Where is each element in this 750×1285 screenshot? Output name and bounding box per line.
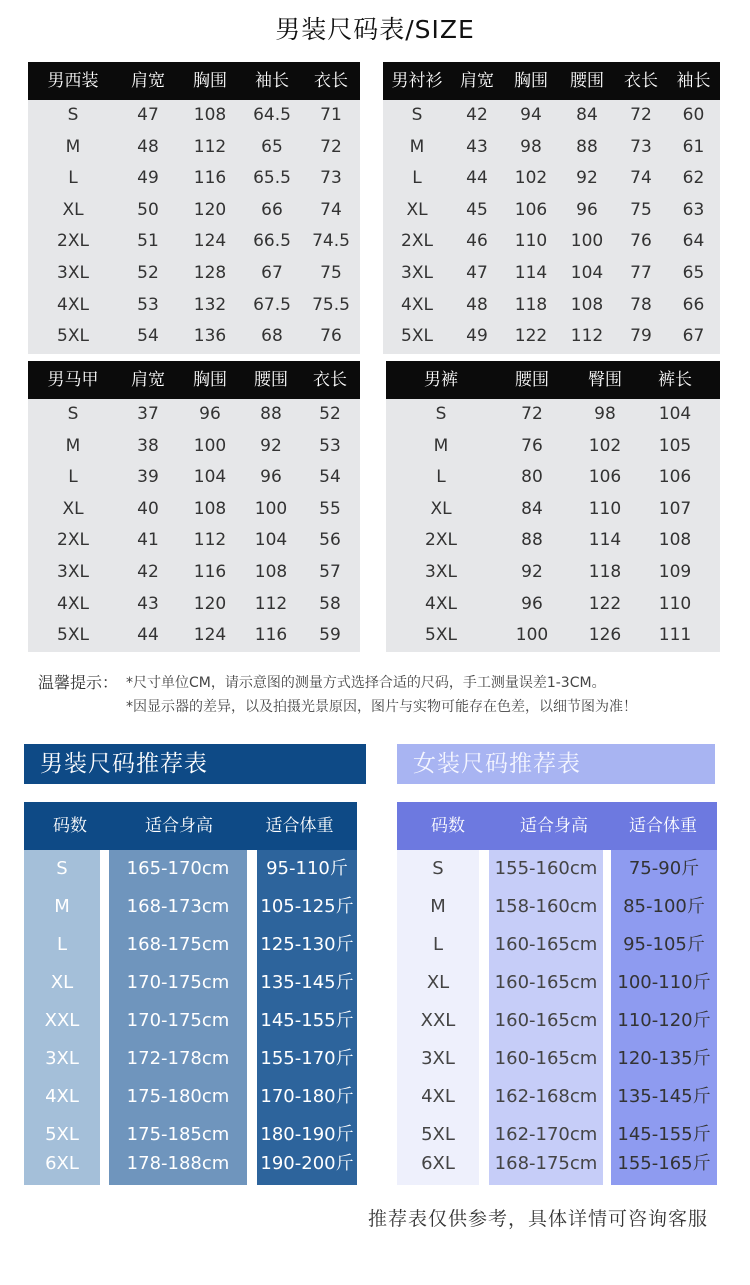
column-header: 衣长 <box>624 71 658 91</box>
measure-cell: 120 <box>193 199 227 220</box>
table-row <box>386 589 720 621</box>
measure-cell: 58 <box>319 593 341 614</box>
measure-cell: 75.5 <box>312 294 350 315</box>
measure-cell: 64 <box>682 231 705 252</box>
measure-cell: 122 <box>588 593 622 614</box>
recommend-cell: 6XL <box>45 1153 79 1174</box>
measure-cell: 116 <box>193 561 227 582</box>
measure-cell: 71 <box>320 105 342 125</box>
table-row <box>386 431 720 463</box>
recommend-cell: 155-160cm <box>494 858 598 879</box>
recommend-cell: S <box>56 858 68 879</box>
recommend-cell: 175-180cm <box>126 1086 230 1107</box>
measure-cell: 49 <box>466 326 488 347</box>
measure-cell: 80 <box>521 467 543 488</box>
measure-cell: 75 <box>320 262 342 283</box>
size-cell: 3XL <box>57 561 89 582</box>
table-row <box>28 589 360 621</box>
measure-cell: 66 <box>682 294 705 315</box>
measure-cell: 67.5 <box>253 294 291 315</box>
women-recommend-table <box>397 802 717 1185</box>
measure-cell: 104 <box>658 404 692 424</box>
measure-cell: 56 <box>319 530 341 551</box>
suit-size-table <box>28 62 360 354</box>
men-recommend-header <box>24 802 357 850</box>
header-height: 适合身高 <box>145 816 213 836</box>
measure-cell: 72 <box>630 105 652 125</box>
recommend-cell: 168-175cm <box>494 1153 598 1174</box>
measure-cell: 66 <box>261 199 283 220</box>
recommend-cell: 4XL <box>45 1086 79 1107</box>
women-weight-column <box>611 850 717 1185</box>
men-recommend-table <box>24 802 357 1185</box>
column-header: 男衬衫 <box>391 71 443 91</box>
size-cell: 3XL <box>425 561 457 582</box>
women-height-column <box>489 850 603 1185</box>
measure-cell: 44 <box>466 168 488 189</box>
measure-cell: 60 <box>682 105 705 125</box>
header-weight: 适合体重 <box>265 816 334 836</box>
measure-cell: 52 <box>319 404 341 424</box>
table-row <box>386 462 720 494</box>
measure-cell: 98 <box>594 404 616 424</box>
measure-cell: 108 <box>193 498 227 519</box>
measure-cell: 96 <box>260 467 282 488</box>
note-line-1: *尺寸单位CM，请示意图的测量方式选择合适的尺码，手工测量误差1-3CM。 <box>126 675 606 691</box>
shirt-table-header <box>383 62 720 100</box>
measure-cell: 110 <box>588 498 622 519</box>
notes-label: 温馨提示： <box>38 673 119 692</box>
measure-cell: 118 <box>514 294 548 315</box>
size-cell: L <box>412 168 422 189</box>
measure-cell: 124 <box>193 625 227 646</box>
column-header: 肩宽 <box>131 370 165 390</box>
size-cell: 3XL <box>401 262 433 283</box>
recommend-cell: 170-175cm <box>126 1010 230 1031</box>
shirt-size-table <box>383 62 720 354</box>
measure-cell: 47 <box>466 262 488 283</box>
measure-cell: 88 <box>260 404 282 424</box>
recommend-cell: 4XL <box>421 1086 455 1107</box>
recommend-cell: 158-160cm <box>494 896 598 917</box>
men-height-column <box>109 850 247 1185</box>
size-cell: 5XL <box>57 326 89 347</box>
footer-note: 推荐表仅供参考，具体详情可咨询客服 <box>367 1208 708 1230</box>
measure-cell: 72 <box>521 404 543 424</box>
size-cell: L <box>436 467 446 488</box>
measure-cell: 51 <box>137 231 159 252</box>
measure-cell: 108 <box>254 561 288 582</box>
header-size: 码数 <box>53 816 87 836</box>
measure-cell: 112 <box>570 326 604 347</box>
column-header: 胸围 <box>193 71 227 91</box>
table-row <box>28 290 360 322</box>
column-header: 腰围 <box>570 71 604 91</box>
recommend-cell: 95-110斤 <box>266 858 348 879</box>
pants-table-header <box>386 361 720 399</box>
column-header: 腰围 <box>254 370 288 390</box>
recommend-cell: 162-170cm <box>494 1124 598 1145</box>
measure-cell: 55 <box>319 498 341 519</box>
recommend-cell: 155-170斤 <box>260 1048 354 1069</box>
measure-cell: 108 <box>570 294 604 315</box>
size-cell: 4XL <box>57 294 89 315</box>
vest-table-header <box>28 361 360 399</box>
measure-cell: 112 <box>193 530 227 551</box>
column-header: 裤长 <box>658 370 692 390</box>
size-cell: S <box>411 105 423 125</box>
recommend-cell: XL <box>50 972 74 993</box>
column-header: 腰围 <box>515 370 549 390</box>
column-header: 袖长 <box>676 71 711 91</box>
column-header: 男西装 <box>47 71 99 91</box>
size-cell: XL <box>430 498 452 519</box>
recommend-cell: 135-145斤 <box>260 972 354 993</box>
table-row <box>28 620 360 652</box>
measure-cell: 128 <box>193 262 227 283</box>
recommend-cell: 145-155斤 <box>260 1010 354 1031</box>
measure-cell: 104 <box>570 262 604 283</box>
measure-cell: 49 <box>137 168 159 189</box>
recommend-cell: 75-90斤 <box>628 858 700 879</box>
measure-cell: 136 <box>193 326 227 347</box>
table-row <box>28 494 360 526</box>
table-row <box>383 100 720 132</box>
recommend-cell: 160-165cm <box>494 1010 598 1031</box>
measure-cell: 52 <box>137 262 159 283</box>
recommend-cell: 135-145斤 <box>617 1086 711 1107</box>
size-cell: S <box>435 404 447 424</box>
size-cell: M <box>65 136 81 157</box>
table-row <box>28 258 360 290</box>
table-row <box>383 132 720 164</box>
table-row <box>28 226 360 258</box>
women-recommend-banner: 女装尺码推荐表 <box>397 744 715 784</box>
measure-cell: 63 <box>682 199 705 220</box>
header-height: 适合身高 <box>520 816 588 836</box>
measure-cell: 66.5 <box>253 231 291 252</box>
measure-cell: 48 <box>466 294 488 315</box>
measure-cell: 84 <box>576 105 598 125</box>
measure-cell: 105 <box>658 435 692 456</box>
recommend-cell: 168-175cm <box>126 934 230 955</box>
measure-cell: 100 <box>254 498 288 519</box>
pants-size-table <box>386 361 720 652</box>
recommend-cell: 100-110斤 <box>617 972 711 993</box>
suit-table-header <box>28 62 360 100</box>
vest-size-table <box>28 361 360 652</box>
column-header: 肩宽 <box>460 71 494 91</box>
measure-cell: 92 <box>576 168 598 189</box>
table-row <box>28 321 360 353</box>
table-row <box>28 399 360 431</box>
size-cell: 5XL <box>57 625 89 646</box>
measure-cell: 67 <box>261 262 283 283</box>
table-row <box>386 399 720 431</box>
size-cell: 4XL <box>425 593 457 614</box>
table-row <box>28 431 360 463</box>
page-title: 男装尺码表/SIZE <box>275 15 475 44</box>
measure-cell: 38 <box>137 435 159 456</box>
measure-cell: 96 <box>521 593 543 614</box>
table-row <box>386 557 720 589</box>
measure-cell: 112 <box>193 136 227 157</box>
column-header: 胸围 <box>514 71 548 91</box>
recommend-cell: 160-165cm <box>494 934 598 955</box>
measure-cell: 102 <box>514 168 548 189</box>
size-cell: L <box>68 467 78 488</box>
table-row <box>383 195 720 227</box>
recommend-cell: 190-200斤 <box>260 1153 354 1174</box>
measure-cell: 96 <box>576 199 598 220</box>
measure-cell: 40 <box>137 498 159 519</box>
measure-cell: 100 <box>570 231 604 252</box>
recommend-cell: 165-170cm <box>126 858 230 879</box>
measure-cell: 74 <box>630 168 652 189</box>
size-cell: 2XL <box>57 231 89 252</box>
note-line-2: *因显示器的差异，以及拍摄光景原因，图片与实物可能存在色差，以细节图为准！ <box>126 699 637 715</box>
size-cell: M <box>65 435 81 456</box>
measure-cell: 132 <box>193 294 227 315</box>
size-cell: S <box>67 404 79 424</box>
measure-cell: 79 <box>630 326 652 347</box>
measure-cell: 118 <box>588 561 622 582</box>
women-recommend-header <box>397 802 717 850</box>
measure-cell: 116 <box>254 625 288 646</box>
size-cell: 2XL <box>401 231 433 252</box>
recommend-cell: 105-125斤 <box>260 896 354 917</box>
measure-cell: 75 <box>630 199 652 220</box>
measure-cell: 94 <box>520 105 542 125</box>
recommend-cell: XL <box>426 972 450 993</box>
recommend-cell: 3XL <box>421 1048 455 1069</box>
measure-cell: 76 <box>521 435 543 456</box>
recommend-cell: 160-165cm <box>494 1048 598 1069</box>
measure-cell: 122 <box>514 326 548 347</box>
size-cell: 3XL <box>57 262 89 283</box>
men-weight-column <box>257 850 357 1185</box>
measure-cell: 57 <box>319 561 341 582</box>
recommend-cell: 172-178cm <box>126 1048 230 1069</box>
recommend-cell: 6XL <box>421 1153 455 1174</box>
measure-cell: 59 <box>319 625 341 646</box>
column-header: 袖长 <box>255 71 289 91</box>
size-cell: XL <box>406 199 428 220</box>
recommend-cell: L <box>56 934 68 955</box>
measure-cell: 73 <box>630 136 652 157</box>
measure-cell: 116 <box>193 168 227 189</box>
measure-cell: 88 <box>576 136 598 157</box>
table-row <box>28 163 360 195</box>
measure-cell: 42 <box>466 105 488 125</box>
size-cell: 4XL <box>57 593 89 614</box>
recommend-cell: 180-190斤 <box>260 1124 354 1145</box>
recommend-cell: 155-165斤 <box>617 1153 711 1174</box>
men-recommend-banner: 男装尺码推荐表 <box>24 744 366 784</box>
recommend-cell: 85-100斤 <box>623 896 705 917</box>
recommend-cell: 145-155斤 <box>617 1124 711 1145</box>
table-row <box>28 462 360 494</box>
size-cell: L <box>68 168 78 189</box>
header-size: 码数 <box>431 816 465 836</box>
column-header: 胸围 <box>193 370 227 390</box>
recommend-cell: 110-120斤 <box>617 1010 711 1031</box>
column-header: 衣长 <box>314 71 348 91</box>
measure-cell: 68 <box>261 326 283 347</box>
table-row <box>383 321 720 353</box>
measure-cell: 109 <box>658 561 692 582</box>
measure-cell: 46 <box>466 231 488 252</box>
measure-cell: 100 <box>515 625 549 646</box>
measure-cell: 43 <box>466 136 488 157</box>
measure-cell: 61 <box>682 136 705 157</box>
measure-cell: 114 <box>588 530 622 551</box>
recommend-cell: S <box>432 858 444 879</box>
table-row <box>383 163 720 195</box>
measure-cell: 76 <box>630 231 652 252</box>
table-row <box>386 620 720 652</box>
recommend-cell: 170-175cm <box>126 972 230 993</box>
measure-cell: 50 <box>137 199 159 220</box>
measure-cell: 73 <box>320 168 342 189</box>
measure-cell: 111 <box>658 625 692 646</box>
measure-cell: 102 <box>588 435 622 456</box>
table-row <box>386 494 720 526</box>
measure-cell: 124 <box>193 231 227 252</box>
size-cell: 4XL <box>401 294 433 315</box>
size-cell: 5XL <box>401 326 433 347</box>
recommend-cell: 5XL <box>45 1124 79 1145</box>
measure-cell: 92 <box>260 435 282 456</box>
size-cell: M <box>409 136 425 157</box>
table-row <box>28 132 360 164</box>
size-cell: 5XL <box>425 625 457 646</box>
measure-cell: 47 <box>137 105 159 125</box>
recommend-cell: 170-180斤 <box>260 1086 354 1107</box>
measure-cell: 84 <box>521 498 543 519</box>
measure-cell: 107 <box>658 498 692 519</box>
measure-cell: 45 <box>466 199 488 220</box>
recommend-cell: XXL <box>420 1010 456 1031</box>
size-cell: 2XL <box>57 530 89 551</box>
table-row <box>28 195 360 227</box>
recommend-cell: 175-185cm <box>126 1124 230 1145</box>
table-row <box>386 525 720 557</box>
recommend-cell: 120-135斤 <box>617 1048 711 1069</box>
table-row <box>28 525 360 557</box>
table-row <box>383 226 720 258</box>
table-row <box>28 557 360 589</box>
measure-cell: 53 <box>137 294 159 315</box>
measure-cell: 92 <box>521 561 543 582</box>
measure-cell: 42 <box>137 561 159 582</box>
recommend-cell: 168-173cm <box>126 896 230 917</box>
recommend-cell: M <box>54 896 70 917</box>
size-cell: XL <box>62 498 84 519</box>
measure-cell: 37 <box>137 404 159 424</box>
measure-cell: 65.5 <box>253 168 291 189</box>
recommend-cell: 3XL <box>45 1048 79 1069</box>
measure-cell: 100 <box>193 435 227 456</box>
measure-cell: 67 <box>682 326 705 347</box>
recommend-cell: 125-130斤 <box>260 934 354 955</box>
recommend-cell: 160-165cm <box>494 972 598 993</box>
measure-cell: 78 <box>630 294 652 315</box>
measure-cell: 62 <box>682 168 705 189</box>
measure-cell: 39 <box>137 467 159 488</box>
size-cell: XL <box>62 199 84 220</box>
measure-cell: 44 <box>137 625 159 646</box>
measure-cell: 74.5 <box>312 231 350 252</box>
measure-cell: 54 <box>319 467 341 488</box>
measure-cell: 54 <box>137 326 159 347</box>
measure-cell: 126 <box>588 625 622 646</box>
measure-cell: 88 <box>521 530 543 551</box>
measure-cell: 106 <box>588 467 622 488</box>
measure-cell: 120 <box>193 593 227 614</box>
measure-cell: 96 <box>199 404 221 424</box>
measure-cell: 65 <box>682 262 705 283</box>
column-header: 肩宽 <box>131 71 165 91</box>
recommend-cell: L <box>432 934 444 955</box>
measure-cell: 110 <box>658 593 692 614</box>
recommend-cell: XXL <box>44 1010 80 1031</box>
column-header: 臀围 <box>588 370 622 390</box>
measure-cell: 65 <box>261 136 283 157</box>
measure-cell: 104 <box>193 467 227 488</box>
measure-cell: 48 <box>137 136 159 157</box>
column-header: 衣长 <box>313 370 347 390</box>
measure-cell: 108 <box>658 530 692 551</box>
measure-cell: 53 <box>319 435 341 456</box>
measure-cell: 41 <box>137 530 159 551</box>
size-cell: M <box>433 435 449 456</box>
recommend-cell: 5XL <box>421 1124 455 1145</box>
size-cell: 2XL <box>425 530 457 551</box>
measure-cell: 98 <box>520 136 542 157</box>
women-size-column <box>397 850 479 1185</box>
measure-cell: 114 <box>514 262 548 283</box>
column-header: 男裤 <box>424 370 458 390</box>
header-weight: 适合体重 <box>629 816 697 836</box>
measure-cell: 74 <box>320 199 342 220</box>
measure-cell: 106 <box>514 199 548 220</box>
measure-cell: 108 <box>193 105 227 125</box>
measure-cell: 72 <box>320 136 342 157</box>
measure-cell: 112 <box>254 593 288 614</box>
measure-cell: 76 <box>320 326 342 347</box>
table-row <box>28 100 360 132</box>
column-header: 男马甲 <box>47 370 99 390</box>
table-row <box>383 258 720 290</box>
size-cell: S <box>67 105 79 125</box>
measure-cell: 104 <box>254 530 288 551</box>
measure-cell: 64.5 <box>253 105 291 125</box>
recommend-cell: 95-105斤 <box>623 934 705 955</box>
men-size-column <box>24 850 100 1185</box>
recommend-cell: 162-168cm <box>494 1086 598 1107</box>
measure-cell: 110 <box>514 231 548 252</box>
table-row <box>383 290 720 322</box>
recommend-cell: M <box>430 896 446 917</box>
measure-cell: 43 <box>137 593 159 614</box>
measure-cell: 77 <box>630 262 652 283</box>
measure-cell: 106 <box>658 467 692 488</box>
recommend-cell: 178-188cm <box>126 1153 230 1174</box>
